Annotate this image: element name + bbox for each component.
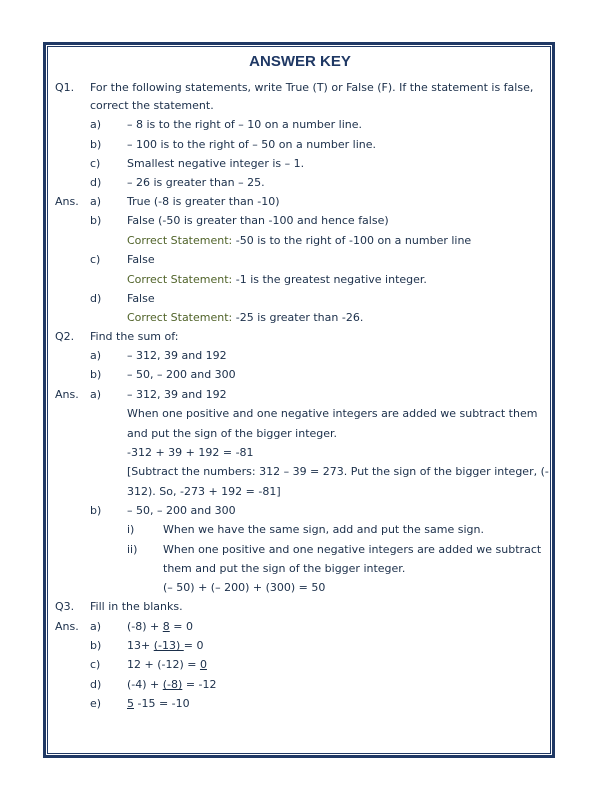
q1-item-label: d) (90, 176, 102, 189)
a3-blank-answer: 0 (199, 658, 207, 671)
q2-item-label: a) (90, 349, 102, 362)
q1-item-text: – 26 is greater than – 25. (127, 176, 265, 189)
correct-statement-label: Correct Statement: (127, 234, 233, 247)
a3-label: Ans. (55, 620, 79, 633)
a3-expr-post: = 0 (183, 639, 204, 652)
a3-blank-answer: 5 (127, 697, 134, 710)
q2-item-text: – 312, 39 and 192 (127, 349, 227, 362)
a3-item-answer (127, 678, 217, 691)
q1-item-text: – 8 is to the right of – 10 on a number line. (127, 118, 363, 131)
q1-item-label: c) (90, 157, 101, 170)
q3-number: Q3. (55, 600, 75, 613)
a1-correct-statement (127, 273, 427, 286)
a3-item-label: c) (90, 658, 101, 671)
a1-item-text: False (-50 is greater than -100 and hence false) (127, 214, 389, 227)
a1-item-label: d) (90, 292, 102, 305)
a2-sub-text-cont: (– 50) + (– 200) + (300) = 50 (163, 581, 326, 594)
a2-sub-text: When one positive and one negative integers are added we subtract (163, 543, 542, 556)
a3-expr-post: = 0 (169, 620, 193, 633)
q1-text-line-1: For the following statements, write True (T) or False (F). If the statement is false, (90, 81, 534, 94)
a1-correct-statement (127, 234, 471, 247)
a2-text-line: [Subtract the numbers: 312 – 39 = 273. Put the sign of the bigger integer, (- (127, 465, 549, 478)
correct-statement-label: Correct Statement: (127, 273, 233, 286)
a3-item-answer (127, 620, 193, 633)
a2-item-label: a) (90, 388, 102, 401)
a3-blank-answer: (-8) (162, 678, 183, 691)
a3-expr-pre: (-8) + (127, 620, 163, 633)
a3-blank-answer: 8 (162, 620, 170, 633)
correct-statement-text: -1 is the greatest negative integer. (235, 273, 427, 286)
q1-item-label: b) (90, 138, 102, 151)
a2-sub-text: When we have the same sign, add and put the same sign. (163, 523, 484, 536)
a1-item-label: a) (90, 195, 102, 208)
a3-blank-answer: (-13) (153, 639, 184, 652)
a1-label: Ans. (55, 195, 79, 208)
a3-expr-post: -15 = -10 (134, 697, 190, 710)
a2-sub-text-cont: them and put the sign of the bigger integer. (163, 562, 406, 575)
q1-item-text: – 100 is to the right of – 50 on a number line. (127, 138, 377, 151)
a1-item-text: False (127, 253, 155, 266)
q2-number: Q2. (55, 330, 75, 343)
a2-sub-label: i) (127, 523, 135, 536)
a2-text-line: 312). So, -273 + 192 = -81] (127, 485, 281, 498)
a1-item-label: c) (90, 253, 101, 266)
a1-correct-statement (127, 311, 363, 324)
a1-item-text: False (127, 292, 155, 305)
a2-item-label: b) (90, 504, 102, 517)
page-border-inner (47, 46, 551, 754)
a3-expr-pre: (-4) + (127, 678, 163, 691)
correct-statement-text: -25 is greater than -26. (235, 311, 364, 324)
a3-expr-pre: 12 + (-12) = (127, 658, 200, 671)
q1-item-text: Smallest negative integer is – 1. (127, 157, 305, 170)
q3-text: Fill in the blanks. (90, 600, 183, 613)
a3-item-label: d) (90, 678, 102, 691)
q1-item-label: a) (90, 118, 102, 131)
a2-text-line: When one positive and one negative integers are added we subtract them (127, 407, 538, 420)
a1-item-label: b) (90, 214, 102, 227)
a2-text-line: and put the sign of the bigger integer. (127, 427, 338, 440)
a3-expr-pre: 13+ (127, 639, 154, 652)
page-title: ANSWER KEY (249, 53, 351, 70)
correct-statement-label: Correct Statement: (127, 311, 233, 324)
q1-number: Q1. (55, 81, 75, 94)
q2-item-text: – 50, – 200 and 300 (127, 368, 236, 381)
q2-item-label: b) (90, 368, 102, 381)
a3-item-label: a) (90, 620, 102, 633)
a3-item-answer (127, 697, 190, 710)
correct-statement-text: -50 is to the right of -100 on a number line (235, 234, 472, 247)
a1-item-text: True (-8 is greater than -10) (127, 195, 280, 208)
q2-text: Find the sum of: (90, 330, 179, 343)
a3-item-answer (127, 639, 203, 652)
a2-sub-label: ii) (127, 543, 138, 556)
a3-expr-post: = -12 (182, 678, 217, 691)
a3-item-answer (127, 658, 207, 671)
a2-item-text: – 50, – 200 and 300 (127, 504, 236, 517)
a2-label: Ans. (55, 388, 79, 401)
a3-item-label: b) (90, 639, 102, 652)
a2-text-line: – 312, 39 and 192 (127, 388, 227, 401)
q1-text-line-2: correct the statement. (90, 99, 214, 112)
a3-item-label: e) (90, 697, 102, 710)
a2-text-line: -312 + 39 + 192 = -81 (127, 446, 254, 459)
